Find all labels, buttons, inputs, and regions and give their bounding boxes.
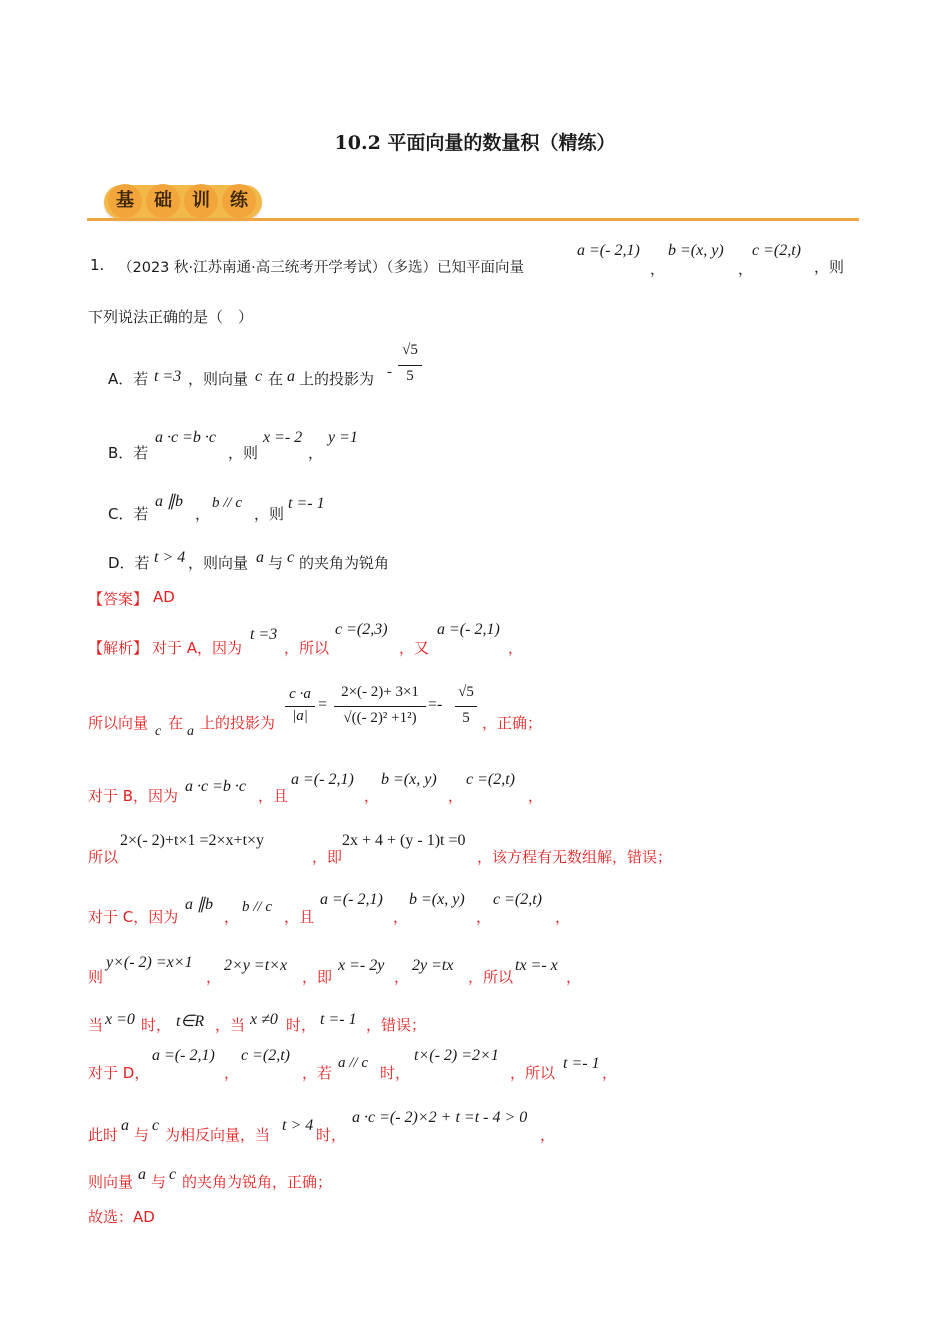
analysis-l3-t4: ， <box>448 787 464 805</box>
analysis-l2-eq: = <box>318 696 328 713</box>
analysis-l8-m2: c =(2,t) <box>241 1047 290 1064</box>
analysis-l5-t1: 对于 C，因为 <box>88 908 179 926</box>
analysis-l7-t1: 当 <box>88 1016 104 1034</box>
option-a-t2: 在 <box>268 370 284 388</box>
analysis-l4-m1: 2×(- 2)+t×1 =2×x+t×y <box>120 832 265 849</box>
option-b-m3: y =1 <box>328 429 358 446</box>
option-b-t2: ， <box>308 444 324 462</box>
answer-value: AD <box>153 588 175 606</box>
analysis-l6-t1: 则 <box>88 968 104 986</box>
analysis-l7-t5: ，错误； <box>366 1016 427 1034</box>
analysis-l1-t2: ，所以 <box>284 639 330 657</box>
analysis-conclusion: 故选：AD <box>88 1208 155 1226</box>
analysis-l6-t5: ，所以 <box>468 968 514 986</box>
analysis-l4-m2: 2x + 4 + (y - 1)t =0 <box>342 832 466 849</box>
option-c-m3: t =- 1 <box>288 495 325 512</box>
analysis-l5-m2: b // c <box>242 899 272 915</box>
vector-a-def: a =(- 2,1) <box>577 242 640 259</box>
analysis-l2-t1: 所以向量 <box>88 714 149 732</box>
banner-char-1: 基 <box>108 184 142 218</box>
analysis-l1-t1: 对于 A，因为 <box>152 639 243 657</box>
analysis-l6-t2: ， <box>206 968 222 986</box>
option-d-m2: a <box>256 549 264 566</box>
analysis-l10-m1: a <box>138 1166 146 1183</box>
vector-c-def: c =(2,t) <box>752 242 801 259</box>
option-d-t3: 的夹角为锐角 <box>299 554 390 572</box>
analysis-l9-t3: 为相反向量，当 <box>165 1126 271 1144</box>
option-a-fraction-num: √5 <box>402 342 418 358</box>
analysis-l7-m1: x =0 <box>105 1011 135 1028</box>
analysis-l10-m2: c <box>169 1166 177 1183</box>
analysis-l3-t1: 对于 B，因为 <box>88 787 179 805</box>
analysis-l5-m1: a ∥b <box>185 896 213 913</box>
section-divider <box>87 218 859 221</box>
option-a-m1: t =3 <box>154 368 182 385</box>
analysis-l5-m4: b =(x, y) <box>409 891 465 908</box>
page-title: 10.2 平面向量的数量积（精练） <box>334 132 616 154</box>
analysis-l5-t3: ，且 <box>284 908 315 926</box>
analysis-l2-sub2: a <box>187 724 194 739</box>
analysis-l2-frac1-bar <box>285 706 315 707</box>
option-a-label: A．若 <box>108 370 149 388</box>
analysis-l1-m1: t =3 <box>250 626 278 643</box>
analysis-l5-t2: ， <box>224 908 240 926</box>
analysis-l5-t5: ， <box>476 908 492 926</box>
banner-char-3: 训 <box>184 184 218 218</box>
option-b-m2: x =- 2 <box>263 429 303 446</box>
answer-tag: 【答案】 <box>88 590 149 608</box>
option-d-label: D．若 <box>108 554 150 572</box>
analysis-l10-t3: 的夹角为锐角，正确； <box>182 1173 333 1191</box>
analysis-l6-m1: y×(- 2) =x×1 <box>106 954 193 971</box>
analysis-l2-sub1: c <box>155 724 162 739</box>
analysis-l4-t1: 所以 <box>88 848 119 866</box>
analysis-l6-t3: ，即 <box>302 968 333 986</box>
section-banner <box>104 183 262 221</box>
analysis-l1-m3: a =(- 2,1) <box>437 621 500 638</box>
option-a-neg: - <box>387 364 392 380</box>
analysis-l2-t3: 上的投影为 <box>200 714 276 732</box>
analysis-l2-frac3-num: √5 <box>458 684 474 700</box>
option-c-t1: ， <box>195 505 211 523</box>
analysis-l9-t4: 时， <box>316 1126 347 1144</box>
analysis-l3-m3: b =(x, y) <box>381 771 437 788</box>
analysis-l5-t6: ， <box>555 908 571 926</box>
analysis-l2-frac1-num: c ·a <box>289 686 311 702</box>
option-d-t1: ，则向量 <box>188 554 249 572</box>
analysis-l7-t3: ，当 <box>215 1016 246 1034</box>
analysis-l6-m5: tx =- x <box>515 957 558 974</box>
analysis-l6-t4: ， <box>394 968 410 986</box>
analysis-l8-m4: t×(- 2) =2×1 <box>414 1047 499 1064</box>
banner-char-4: 练 <box>222 184 256 218</box>
analysis-l7-t2: 时， <box>141 1016 172 1034</box>
analysis-l2-frac2-den: √((- 2)² +1²) <box>343 710 417 726</box>
analysis-l3-m4: c =(2,t) <box>466 771 515 788</box>
analysis-l1-t3: ，又 <box>399 639 430 657</box>
option-c-m2: b // c <box>212 495 242 511</box>
option-a-m2: c <box>255 368 263 385</box>
analysis-l2-frac2-bar <box>334 706 426 707</box>
analysis-l3-t3: ， <box>364 787 380 805</box>
option-a-fraction-bar <box>398 365 422 366</box>
analysis-l3-t5: ， <box>528 787 544 805</box>
analysis-l3-m2: a =(- 2,1) <box>291 771 354 788</box>
analysis-l9-m2: c <box>152 1117 160 1134</box>
analysis-l8-m1: a =(- 2,1) <box>152 1047 215 1064</box>
option-c-t2: ，则 <box>254 505 285 523</box>
analysis-l2-frac2-num: 2×(- 2)+ 3×1 <box>341 684 419 700</box>
analysis-l4-t3: ，该方程有无数组解，错误； <box>477 848 673 866</box>
analysis-l7-m3: x ≠0 <box>250 1011 278 1028</box>
option-a-t3: 上的投影为 <box>299 370 375 388</box>
analysis-l9-m3: t > 4 <box>282 1117 314 1134</box>
analysis-l8-t1: 对于 D， <box>88 1064 150 1082</box>
analysis-l3-m1: a ·c =b ·c <box>185 778 246 795</box>
question-then: ，则 <box>814 258 845 276</box>
analysis-l10-t1: 则向量 <box>88 1173 134 1191</box>
analysis-l6-m3: x =- 2y <box>338 957 385 974</box>
analysis-l6-m4: 2y =tx <box>412 957 454 974</box>
analysis-l7-m2: t∈R <box>176 1013 205 1030</box>
vector-b-def: b =(x, y) <box>668 242 724 259</box>
analysis-l1-m2: c =(2,3) <box>335 621 388 638</box>
option-b-label: B．若 <box>108 444 149 462</box>
analysis-l6-m2: 2×y =t×x <box>224 957 288 974</box>
option-c-label: C．若 <box>108 505 149 523</box>
analysis-l3-t2: ，且 <box>258 787 289 805</box>
analysis-l4-t2: ，即 <box>312 848 343 866</box>
analysis-l2-t4: ，正确； <box>482 714 543 732</box>
analysis-l8-t6: ， <box>602 1064 618 1082</box>
question-line2: 下列说法正确的是（ ） <box>88 308 254 326</box>
analysis-l10-t2: 与 <box>151 1173 167 1191</box>
analysis-l2-frac1-den: |a| <box>292 708 308 724</box>
option-a-fraction-den: 5 <box>406 368 414 384</box>
analysis-l8-m3: a // c <box>338 1055 368 1071</box>
question-source: （2023 秋·江苏南通·高三统考开学考试）（多选）已知平面向量 <box>118 260 524 276</box>
analysis-l7-m4: t =- 1 <box>320 1011 357 1028</box>
analysis-l9-m4: a ·c =(- 2)×2 + t =t - 4 > 0 <box>352 1109 528 1126</box>
analysis-l9-t2: 与 <box>134 1126 150 1144</box>
analysis-l2-eq2: =- <box>428 696 443 713</box>
option-d-t2: 与 <box>268 554 284 572</box>
option-b-m1: a ·c =b ·c <box>155 429 216 446</box>
analysis-l5-m5: c =(2,t) <box>493 891 542 908</box>
analysis-l5-m3: a =(- 2,1) <box>320 891 383 908</box>
option-c-m1: a ∥b <box>155 493 183 510</box>
analysis-l2-frac3-bar <box>455 706 477 707</box>
option-d-m1: t > 4 <box>154 549 186 566</box>
analysis-l6-t6: ， <box>566 968 582 986</box>
analysis-l8-t5: ，所以 <box>510 1064 556 1082</box>
analysis-l2-frac3-den: 5 <box>462 710 470 726</box>
analysis-l8-t2: ， <box>224 1064 240 1082</box>
analysis-l1-t4: ， <box>508 639 524 657</box>
analysis-tag: 【解析】 <box>88 639 149 657</box>
option-a-t1: ，则向量 <box>188 370 249 388</box>
analysis-l7-t4: 时， <box>286 1016 317 1034</box>
analysis-l8-m5: t =- 1 <box>563 1055 600 1072</box>
question-number: 1. <box>90 256 105 274</box>
analysis-l9-t1: 此时 <box>88 1126 119 1144</box>
analysis-l2-t2: 在 <box>168 714 184 732</box>
analysis-l5-t4: ， <box>393 908 409 926</box>
analysis-l9-m1: a <box>121 1117 129 1134</box>
analysis-l9-t5: ， <box>540 1126 556 1144</box>
option-b-t1: ，则 <box>228 444 259 462</box>
option-a-m3: a <box>287 368 295 385</box>
banner-char-2: 础 <box>146 184 180 218</box>
analysis-l8-t4: 时， <box>380 1064 411 1082</box>
option-d-m3: c <box>287 549 295 566</box>
analysis-l8-t3: ，若 <box>302 1064 333 1082</box>
